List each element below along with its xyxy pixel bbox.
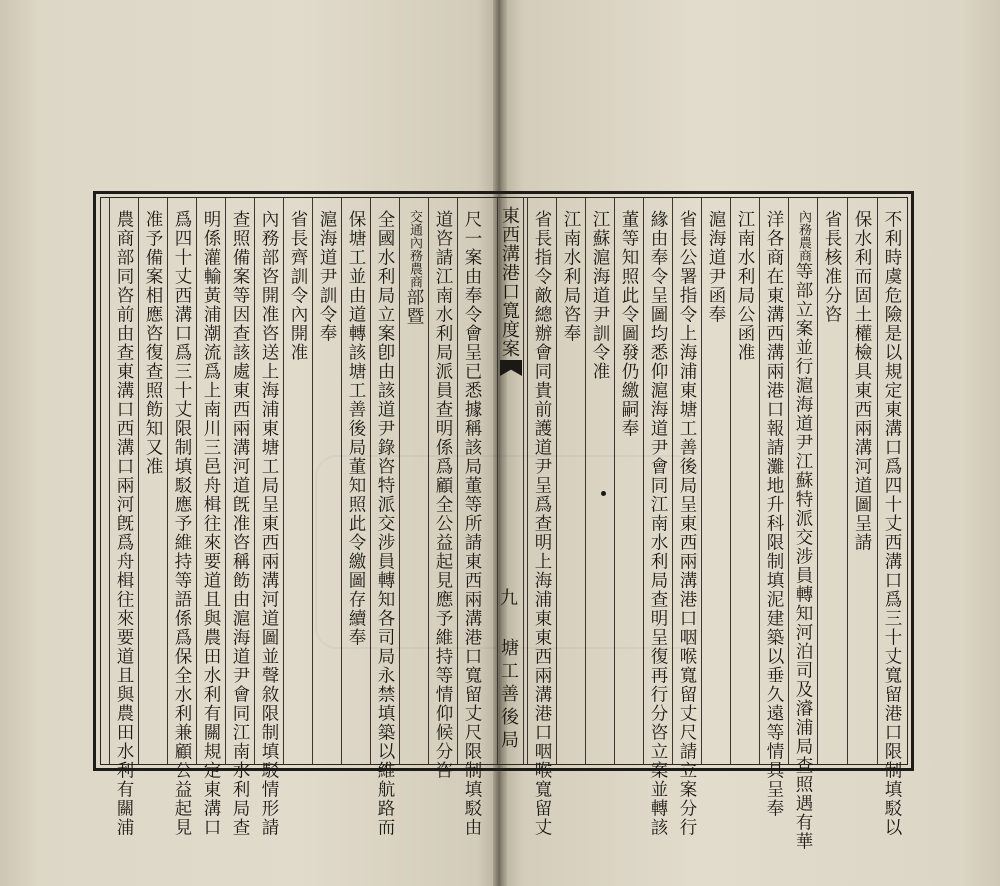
column-rule xyxy=(817,198,818,764)
column-rule xyxy=(109,198,110,764)
column-rule xyxy=(167,198,168,764)
column-rule xyxy=(877,198,878,764)
column-text: 省長齊訓令內開准 xyxy=(288,210,308,362)
column-rule xyxy=(614,198,615,764)
column-text: 保塘工並由道轉該塘工善後局董知照此令繳圖存續奉 xyxy=(346,210,366,647)
column-rule xyxy=(341,198,342,764)
column-text: 省長核准分咨 xyxy=(822,210,842,324)
column-text: 尺一案由奉令會呈已悉據稱該局董等所請東西兩溝港口寬留丈尺限制填駁由 xyxy=(462,210,482,837)
column-text: 保水利而固土權檢具東西兩溝河道圖呈請 xyxy=(852,210,872,552)
column-text: 滬海道尹訓令奉 xyxy=(317,210,337,343)
column-text: 全國水利局立案卽由該道尹錄咨特派交涉員轉知各司局永禁填築以維航路而 xyxy=(375,210,395,837)
text-column xyxy=(588,210,612,381)
text-column xyxy=(344,210,368,647)
column-rule xyxy=(283,198,284,764)
column-text: 道咨請江南水利局派員查明係爲顧全公益起見應予維持等情仰候分咨 xyxy=(433,210,453,780)
text-column xyxy=(646,210,670,837)
text-column xyxy=(530,210,554,837)
column-rule xyxy=(370,198,371,764)
column-rule xyxy=(312,198,313,764)
text-column xyxy=(675,210,699,837)
interlinear-note: 交通內務農商 xyxy=(407,210,422,288)
text-column xyxy=(850,210,874,552)
column-text: 爲四十丈西溝口爲三十丈限制填駁應予維持等語係爲保全水利兼顧公益起見 xyxy=(172,210,192,837)
publisher-name: 塘工善後局 xyxy=(498,638,519,753)
text-column xyxy=(199,210,223,837)
column-text: 江南水利局咨奉 xyxy=(561,210,581,343)
text-column xyxy=(257,210,281,837)
text-column xyxy=(373,210,397,837)
column-text: 省長指令敵總辦會同貴前護道尹呈爲查明上海浦東東西兩溝港口咽喉寬留丈 xyxy=(532,210,552,837)
text-column xyxy=(704,210,728,324)
column-rule xyxy=(643,198,644,764)
interlinear-note: 內務農商 xyxy=(796,210,811,262)
column-text: 准予備案相應咨復查照飭知又准 xyxy=(143,210,163,476)
column-text: 緣由奉令呈圖均悉仰滬海道尹會同江南水利局查明呈復再行分咨立案並轉該 xyxy=(648,210,668,837)
column-rule xyxy=(847,198,848,764)
text-column xyxy=(733,210,757,362)
text-column xyxy=(112,210,136,837)
text-column xyxy=(559,210,583,343)
text-column xyxy=(791,210,815,851)
column-rule xyxy=(254,198,255,764)
text-column xyxy=(402,210,426,326)
text-column xyxy=(286,210,310,362)
column-text: 明係灌輸黃浦潮流爲上南川三邑舟楫往來要道且與農田水利有關規定東溝口 xyxy=(201,210,221,837)
column-text: 內務部咨開准咨送上海浦東塘工局呈東西兩溝河道圖並聲敘限制填駁情形請 xyxy=(259,210,279,837)
column-text: 農商部同咨前由查東溝口西溝口兩河旣爲舟楫往來要道且與農田水利有關浦 xyxy=(114,210,134,837)
text-column xyxy=(880,210,904,837)
column-rule xyxy=(196,198,197,764)
column-rule xyxy=(672,198,673,764)
ink-dot xyxy=(601,491,606,496)
column-text: 不利時虞危險是以規定東溝口爲四十丈西溝口爲三十丈寬留港口限制填駁以 xyxy=(882,210,902,837)
column-rule xyxy=(225,198,226,764)
column-rule xyxy=(527,198,528,764)
text-column xyxy=(315,210,339,343)
column-rule xyxy=(399,198,400,764)
document-title: 東西溝港口寬度案 xyxy=(499,206,520,358)
column-text: 董等知照此令圖發仍繳嗣奉 xyxy=(619,210,639,438)
column-text: 省長公署指令上海浦東塘工善後局呈東西兩溝港口咽喉寬留丈尺請立案分行 xyxy=(677,210,697,837)
text-column xyxy=(762,210,786,818)
column-text: 查照備案等因查該處東西兩溝河道旣准咨稱飭由滬海道尹會同江南水利局查 xyxy=(230,210,250,837)
column-text: 等部立案並行滬海道尹江蘇特派交涉員轉知河泊司及濬浦局查照遇有華 xyxy=(793,262,813,851)
text-column xyxy=(431,210,455,780)
text-column xyxy=(617,210,641,438)
column-text: 滬海道尹函奉 xyxy=(706,210,726,324)
column-text: 江蘇滬海道尹訓令准 xyxy=(590,210,610,381)
text-column xyxy=(820,210,844,324)
column-rule xyxy=(730,198,731,764)
text-column xyxy=(141,210,165,476)
column-text: 部暨 xyxy=(404,288,424,326)
column-rule xyxy=(138,198,139,764)
text-column xyxy=(170,210,194,837)
text-column xyxy=(228,210,252,837)
column-rule xyxy=(523,198,524,764)
column-rule xyxy=(457,198,458,764)
column-rule xyxy=(585,198,586,764)
column-rule xyxy=(759,198,760,764)
text-column xyxy=(460,210,484,837)
column-text: 洋各商在東溝西溝兩港口報請灘地升科限制填泥建築以垂久遠等情具呈奉 xyxy=(764,210,784,818)
column-text: 江南水利局公函准 xyxy=(735,210,755,362)
folio-number: 九 xyxy=(497,588,518,606)
column-rule xyxy=(701,198,702,764)
column-rule xyxy=(556,198,557,764)
column-rule xyxy=(788,198,789,764)
column-rule xyxy=(428,198,429,764)
